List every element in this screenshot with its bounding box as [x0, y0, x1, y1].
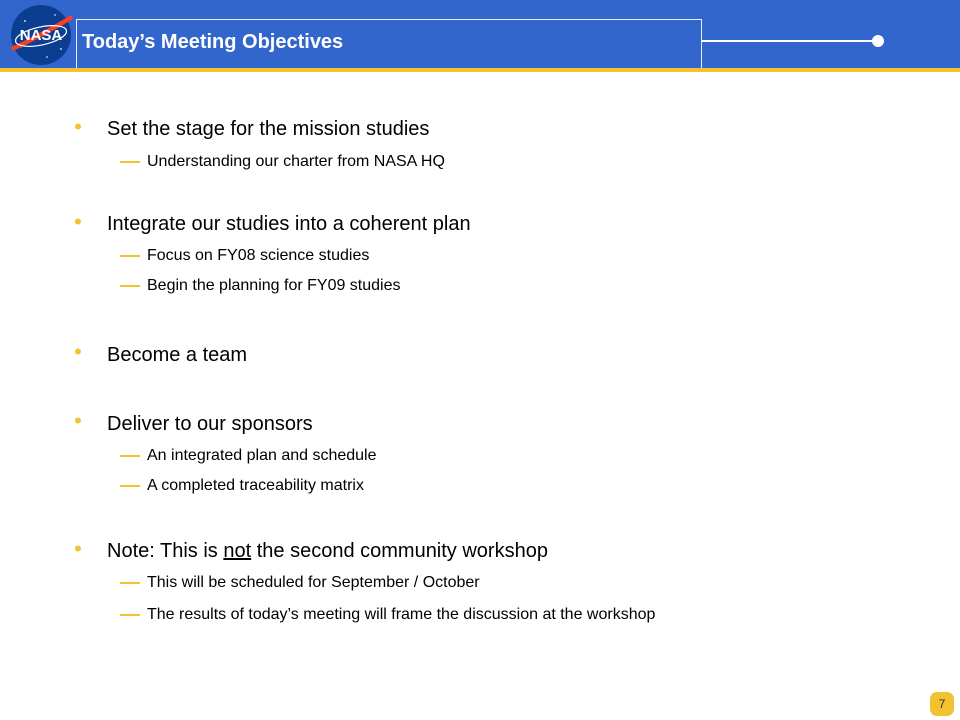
objective-subitem: The results of today’s meeting will frame the discussion at the workshop	[147, 606, 656, 623]
objective-item: Integrate our studies into a coherent plan	[107, 213, 471, 235]
dash-icon	[120, 455, 140, 457]
objective-item: Deliver to our sponsors	[107, 413, 313, 435]
objective-text-after: the second community workshop	[251, 540, 548, 562]
dash-icon	[120, 285, 140, 287]
objective-subitem: Understanding our charter from NASA HQ	[147, 153, 445, 170]
dash-icon	[120, 161, 140, 163]
dash-icon	[120, 614, 140, 616]
objective-item	[107, 539, 548, 563]
objective-item: Become a team	[107, 344, 248, 366]
dash-icon	[120, 582, 140, 584]
nasa-logo	[5, 3, 77, 67]
header-decor-line	[702, 40, 875, 42]
header-decor-dot	[872, 35, 884, 47]
objective-subitem: This will be scheduled for September / October	[147, 574, 480, 591]
bullet-icon: •	[74, 209, 82, 234]
objective-subitem: Focus on FY08 science studies	[147, 247, 370, 264]
objective-text-before: Note: This is	[107, 540, 224, 562]
dash-icon	[120, 485, 140, 487]
page-title: Today’s Meeting Objectives	[82, 31, 344, 53]
dash-icon	[120, 255, 140, 257]
objective-subitem: An integrated plan and schedule	[147, 447, 377, 464]
objective-subitem: A completed traceability matrix	[147, 477, 364, 494]
header-accent-stripe	[0, 68, 960, 72]
bullet-icon: •	[74, 408, 82, 433]
bullet-icon: •	[74, 114, 82, 139]
objective-item: Set the stage for the mission studies	[107, 118, 430, 140]
page-number-badge: 7	[930, 692, 954, 716]
nasa-logo-text: NASA	[19, 27, 63, 44]
bullet-icon: •	[74, 339, 82, 364]
bullet-icon: •	[74, 536, 82, 561]
objective-subitem: Begin the planning for FY09 studies	[147, 277, 401, 294]
objective-text-emphasis: not	[223, 540, 252, 562]
